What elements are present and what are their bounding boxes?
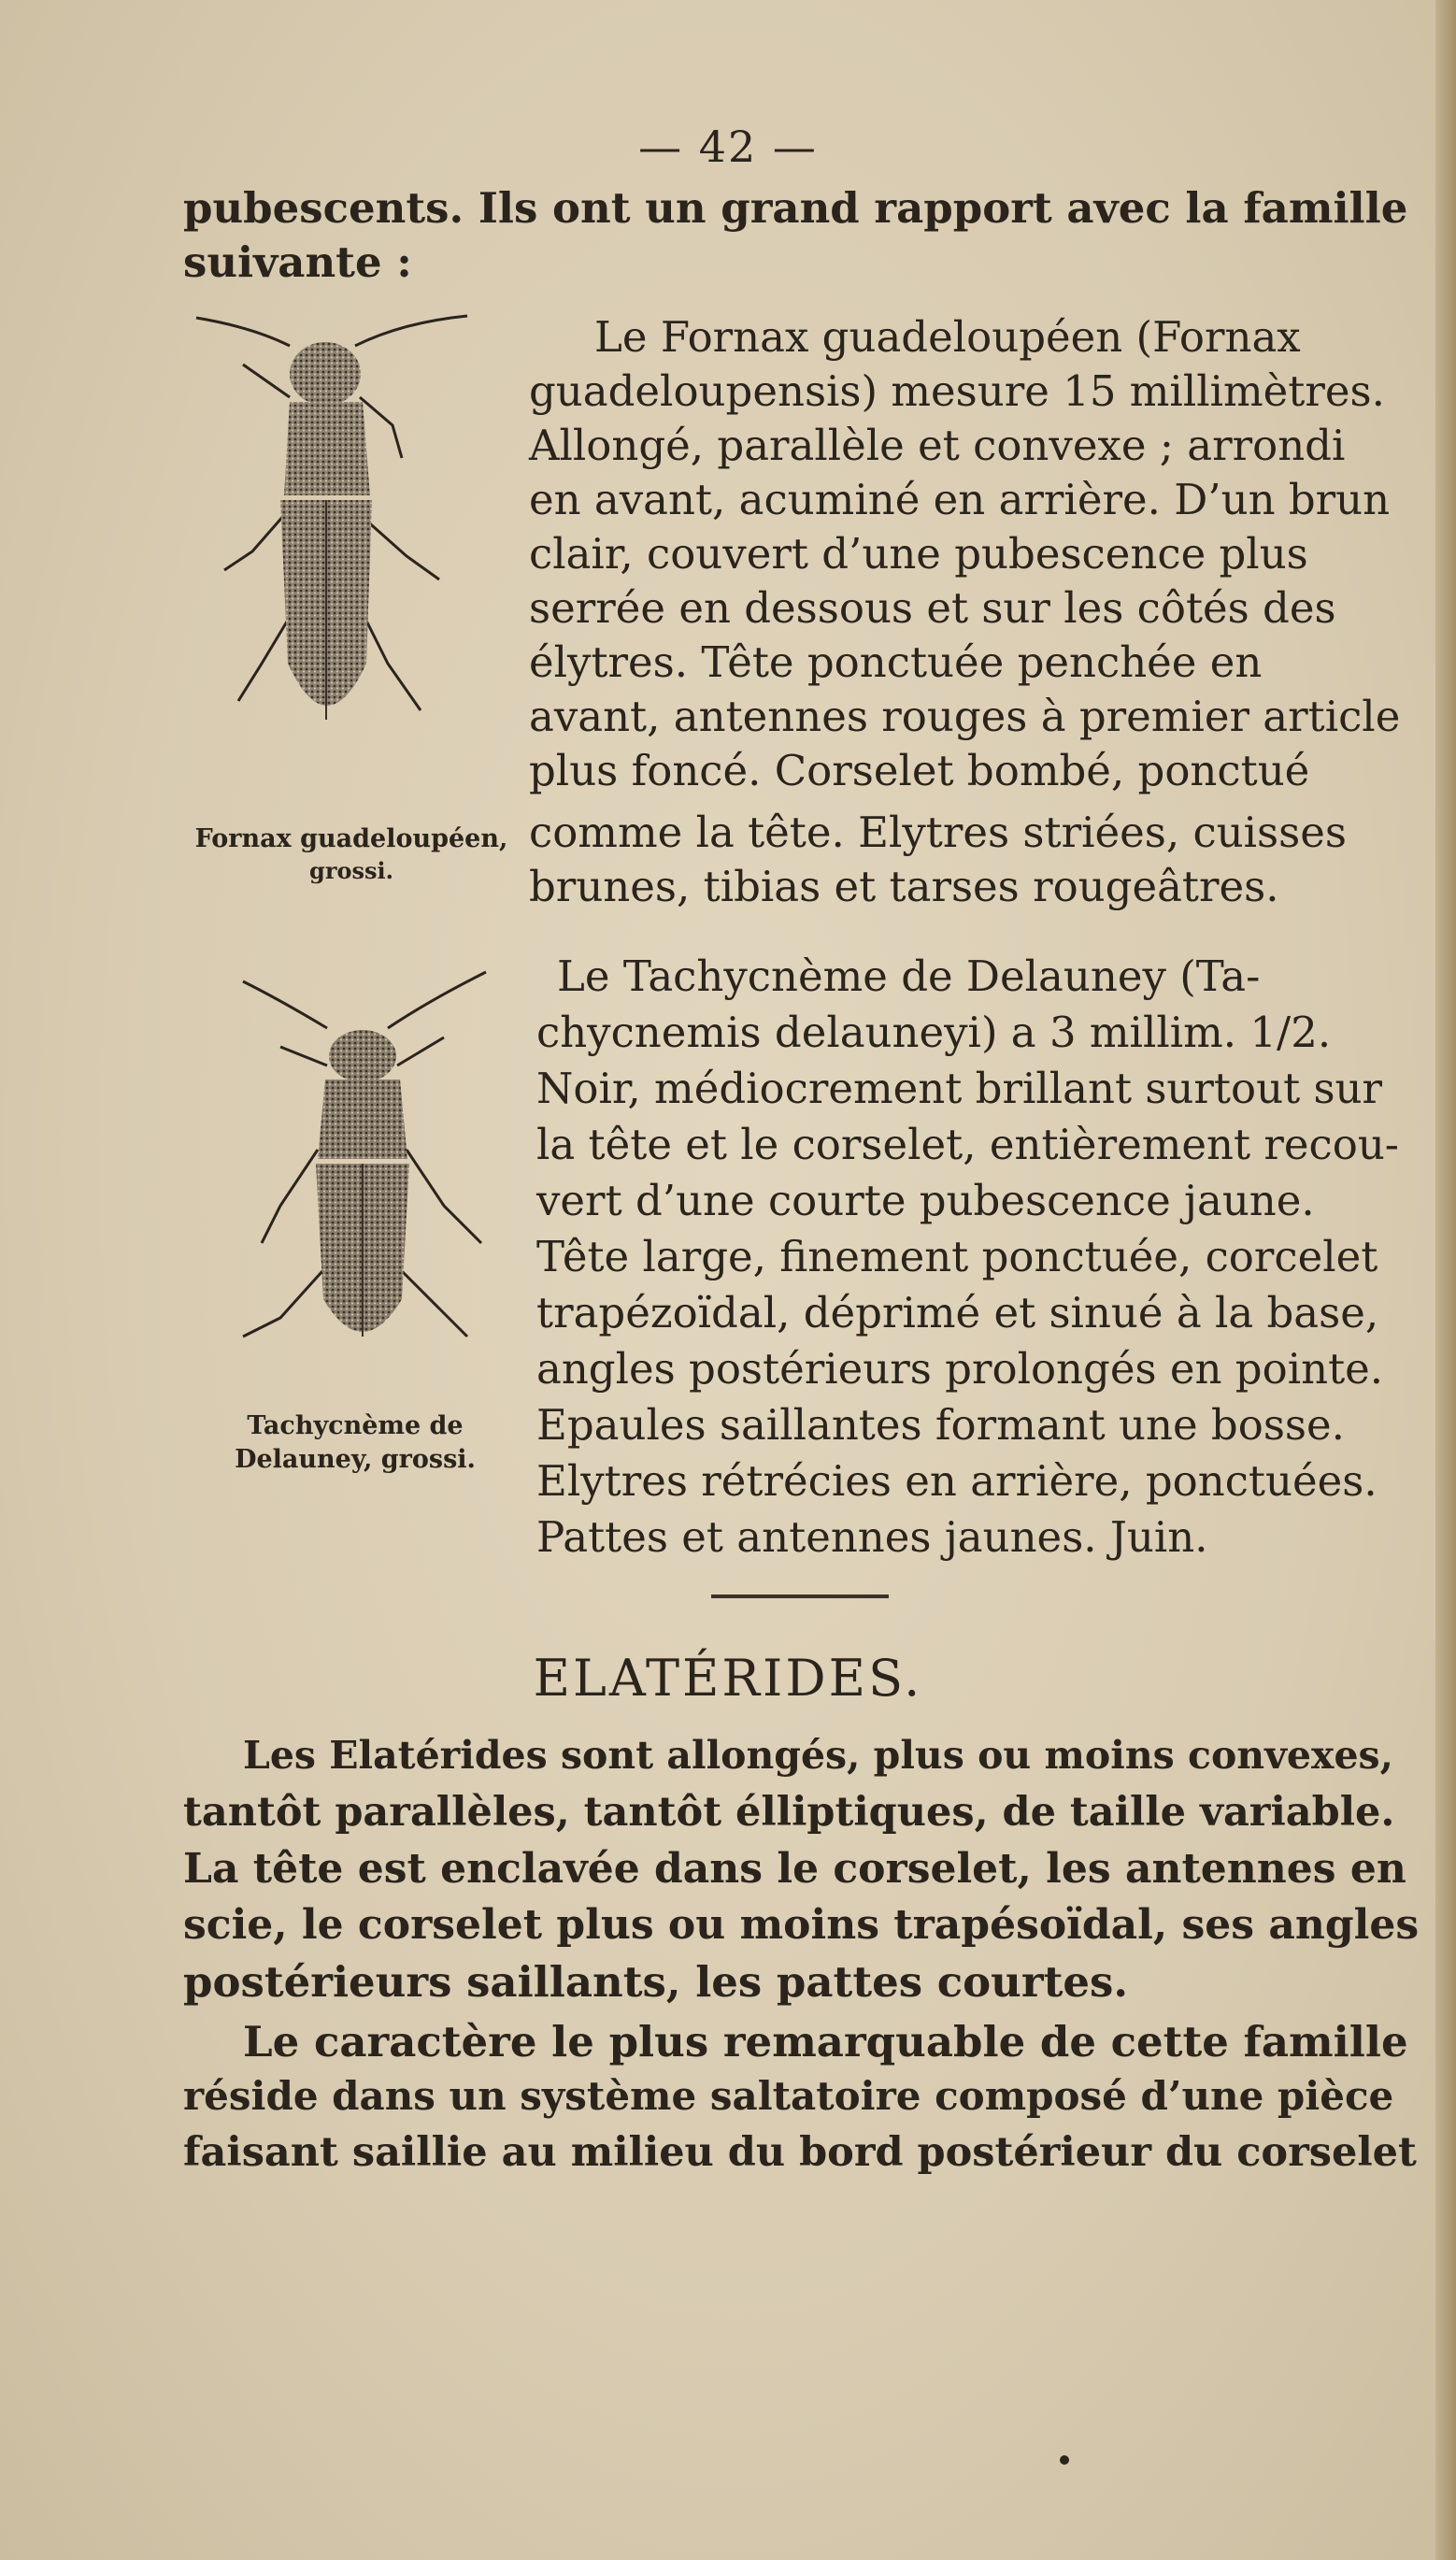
intro-line: pubescents. Ils ont un grand rapport avec la famille <box>183 183 1408 233</box>
fornax-line: comme la tête. Elytres striées, cuisses <box>529 808 1347 857</box>
fornax-line: élytres. Tête ponctuée penchée en <box>529 637 1263 687</box>
figure-caption <box>187 1409 523 1478</box>
caption-line: grossi. <box>309 857 393 885</box>
section-title: ELATÉRIDES. <box>533 1649 923 1708</box>
body-line: réside dans un système saltatoire composé d’une pièce <box>183 2073 1394 2119</box>
fornax-line: serrée en dessous et sur les côtés des <box>529 583 1336 633</box>
body-line: postérieurs saillants, les pattes courtes. <box>183 1957 1129 2007</box>
tachycnemis-line: Noir, médiocrement brillant surtout sur <box>536 1064 1383 1113</box>
fornax-line: guadeloupensis) mesure 15 millimètres. <box>529 366 1385 416</box>
body-line: Les Elatérides sont allongés, plus ou moins convexes, <box>243 1733 1393 1778</box>
fornax-line: Le Fornax guadeloupéen (Fornax <box>594 312 1301 362</box>
tachycnemis-line: vert d’une courte pubescence jaune. <box>536 1176 1315 1225</box>
body-line: scie, le corselet plus ou moins trapésoïdal, ses angles <box>183 1901 1420 1949</box>
page-number: — 42 — <box>638 122 818 172</box>
body-line: La tête est enclavée dans le corselet, les antennes en <box>183 1845 1406 1893</box>
body-line: tantôt parallèles, tantôt élliptiques, de taille variable. <box>183 1789 1395 1836</box>
tachycnemis-line: la tête et le corselet, entièrement recou- <box>536 1120 1400 1169</box>
tachycnemis-line: Elytres rétrécies en arrière, ponctuées. <box>536 1456 1377 1506</box>
ink-speck <box>1060 2455 1069 2465</box>
tachycnemis-line: trapézoïdal, déprimé et sinué à la base, <box>536 1288 1379 1337</box>
tachycnemis-beetle-illustration <box>224 963 505 1393</box>
intro-line: suivante : <box>183 237 412 287</box>
body-line: faisant saillie au milieu du bord postérieur du corselet <box>183 2129 1417 2176</box>
caption-line: Delauney, grossi. <box>235 1445 476 1475</box>
tachycnemis-line: angles postérieurs prolongés en pointe. <box>536 1344 1384 1394</box>
fornax-line: Allongé, parallèle et convexe ; arrondi <box>529 421 1346 470</box>
fornax-line: brunes, tibias et tarses rougeâtres. <box>529 862 1279 911</box>
page-edge <box>1435 0 1456 2560</box>
caption-line: Fornax guadeloupéen, <box>194 824 508 853</box>
fornax-beetle-illustration <box>187 308 495 794</box>
tachycnemis-line: Pattes et antennes jaunes. Juin. <box>536 1512 1208 1562</box>
caption-line: Tachycnème de <box>247 1411 464 1440</box>
fornax-line: avant, antennes rouges à premier article <box>529 692 1401 741</box>
tachycnemis-line: Tête large, finement ponctuée, corcelet <box>536 1232 1378 1281</box>
fornax-line: clair, couvert d’une pubescence plus <box>529 529 1308 579</box>
section-divider <box>711 1595 889 1598</box>
body-line: Le caractère le plus remarquable de cette famille <box>243 2017 1408 2067</box>
figure-caption <box>183 822 520 887</box>
fornax-line: en avant, acuminé en arrière. D’un brun <box>529 475 1391 524</box>
fornax-line: plus foncé. Corselet bombé, ponctué <box>529 746 1310 795</box>
tachycnemis-line: chycnemis delauneyi) a 3 millim. 1/2. <box>536 1008 1332 1057</box>
tachycnemis-line: Le Tachycnème de Delauney (Ta- <box>557 951 1261 1001</box>
tachycnemis-line: Epaules saillantes formant une bosse. <box>536 1400 1345 1450</box>
